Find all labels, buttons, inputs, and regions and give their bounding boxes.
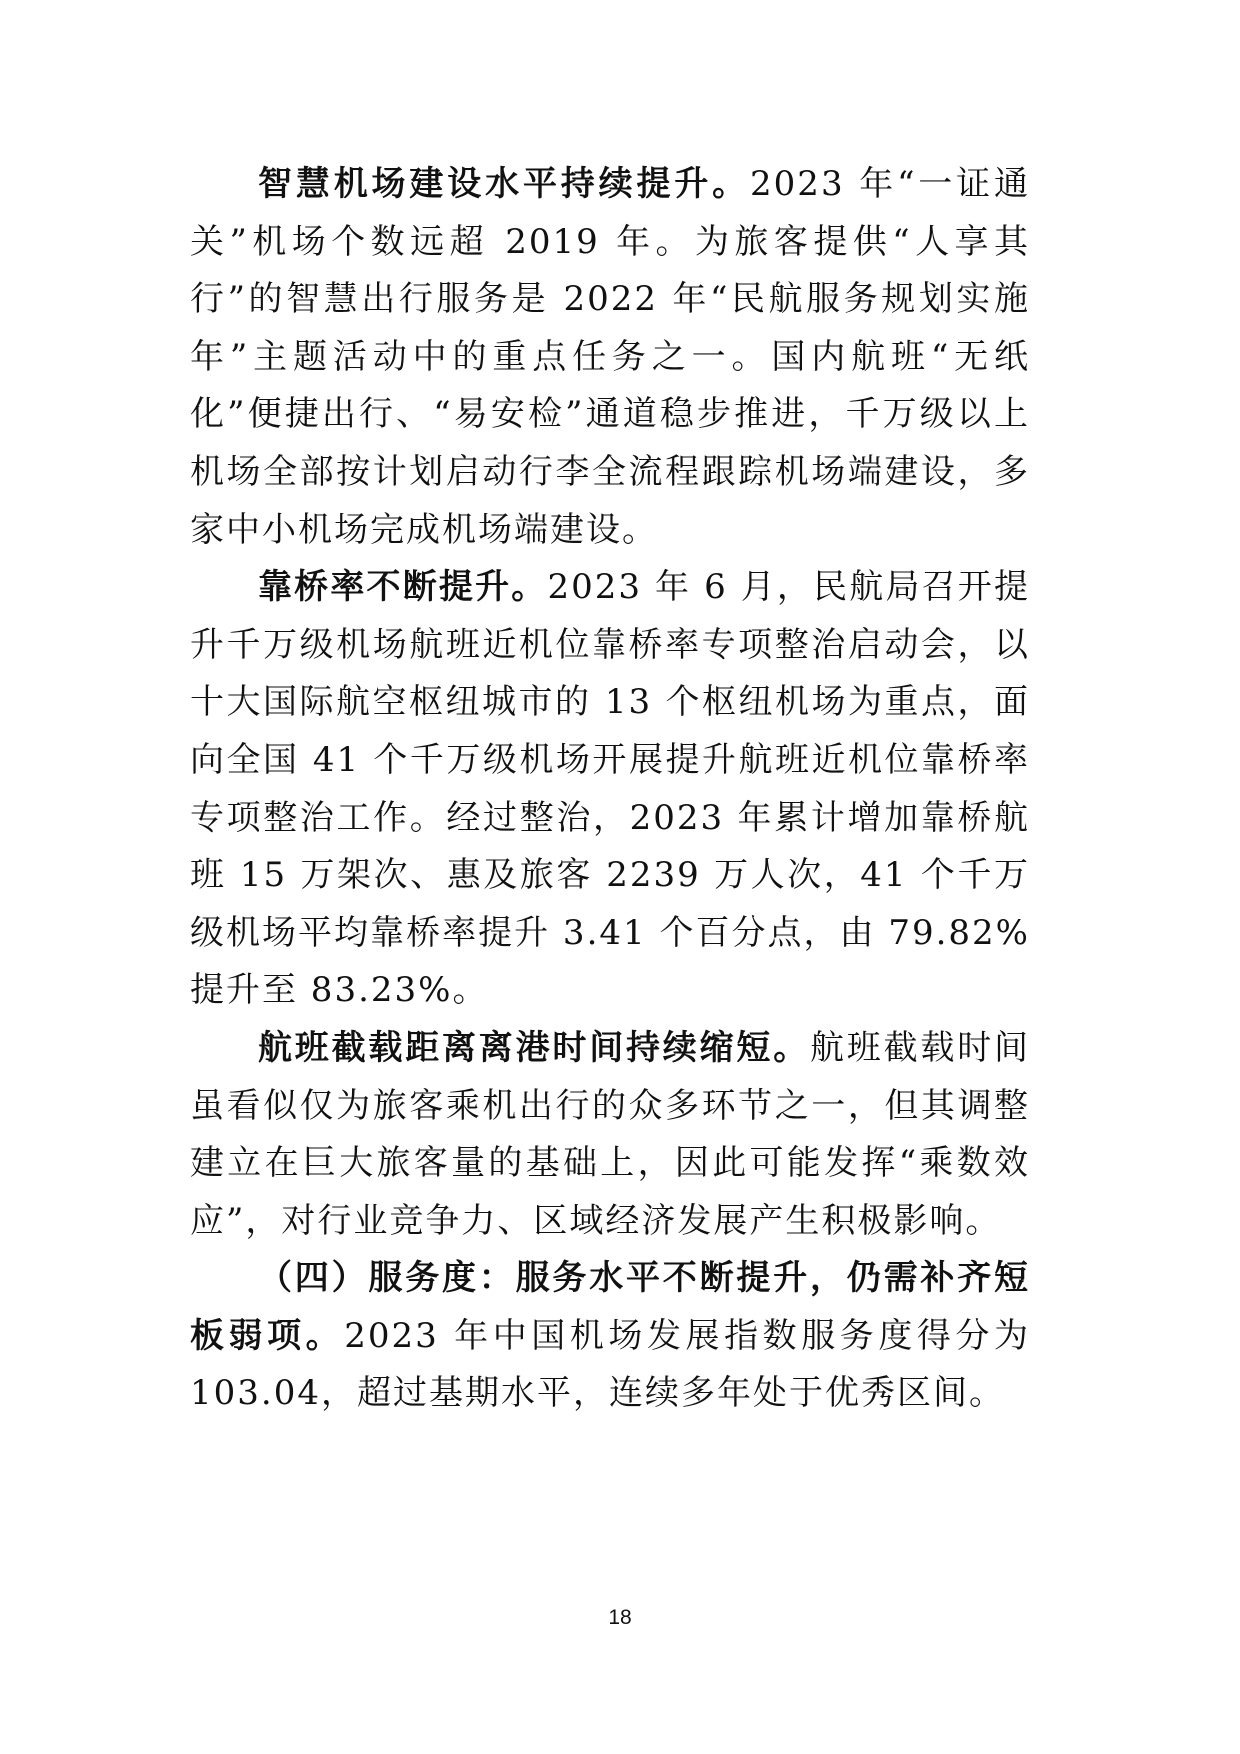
paragraph-heading: 航班截载距离离港时间持续缩短。 <box>258 1027 810 1068</box>
document-body <box>190 156 1030 1423</box>
paragraph-smart-airport <box>190 156 1030 559</box>
paragraph-cutoff-time <box>190 1020 1030 1250</box>
paragraph-service-degree <box>190 1250 1030 1423</box>
paragraph-heading: 智慧机场建设水平持续提升。 <box>258 164 751 204</box>
paragraph-text: 2023 年“一证通关”机场个数远超 2019 年。为旅客提供“人享其行”的智慧出行服务是 2022 年“民航服务规划实施年”主题活动中的重点任务之一。国内航班“无纸化”便捷出行、“易安检”通道稳步推进，千万级以上机场全部按计划启动行李全流程跟踪机场端建设，多家中小机场完成机场端建设。 <box>190 164 1031 550</box>
paragraph-text: 航班截载时间虽看似仅为旅客乘机出行的众多环节之一，但其调整建立在巨大旅客量的基础上，因此可能发挥“乘数效应”，对行业竞争力、区域经济发展产生积极影响。 <box>190 1027 1030 1241</box>
paragraph-text: 2023 年 6 月，民航局召开提升千万级机场航班近机位靠桥率专项整治启动会，以十大国际航空枢纽城市的 13 个枢纽机场为重点，面向全国 41 个千万级机场开展提升航班近机位靠桥率专项整治工作。经过整治，2023 年累计增加靠桥航班 15 万架次、惠及旅客 2239 万人次，41 个千万级机场平均靠桥率提升 3.41 个百分点，由 79.82%提升至 83.23%。 <box>190 567 1030 1011</box>
paragraph-heading: 靠桥率不断提升。 <box>258 567 548 608</box>
page-number: 18 <box>608 1606 632 1629</box>
paragraph-bridge-rate <box>190 559 1030 1020</box>
paragraph-text: 2023 年中国机场发展指数服务度得分为 103.04，超过基期水平，连续多年处于优秀区间。 <box>190 1315 1030 1414</box>
paragraph-heading: （四）服务度：服务水平不断提升，仍需补齐短板弱项。 <box>190 1258 1030 1356</box>
